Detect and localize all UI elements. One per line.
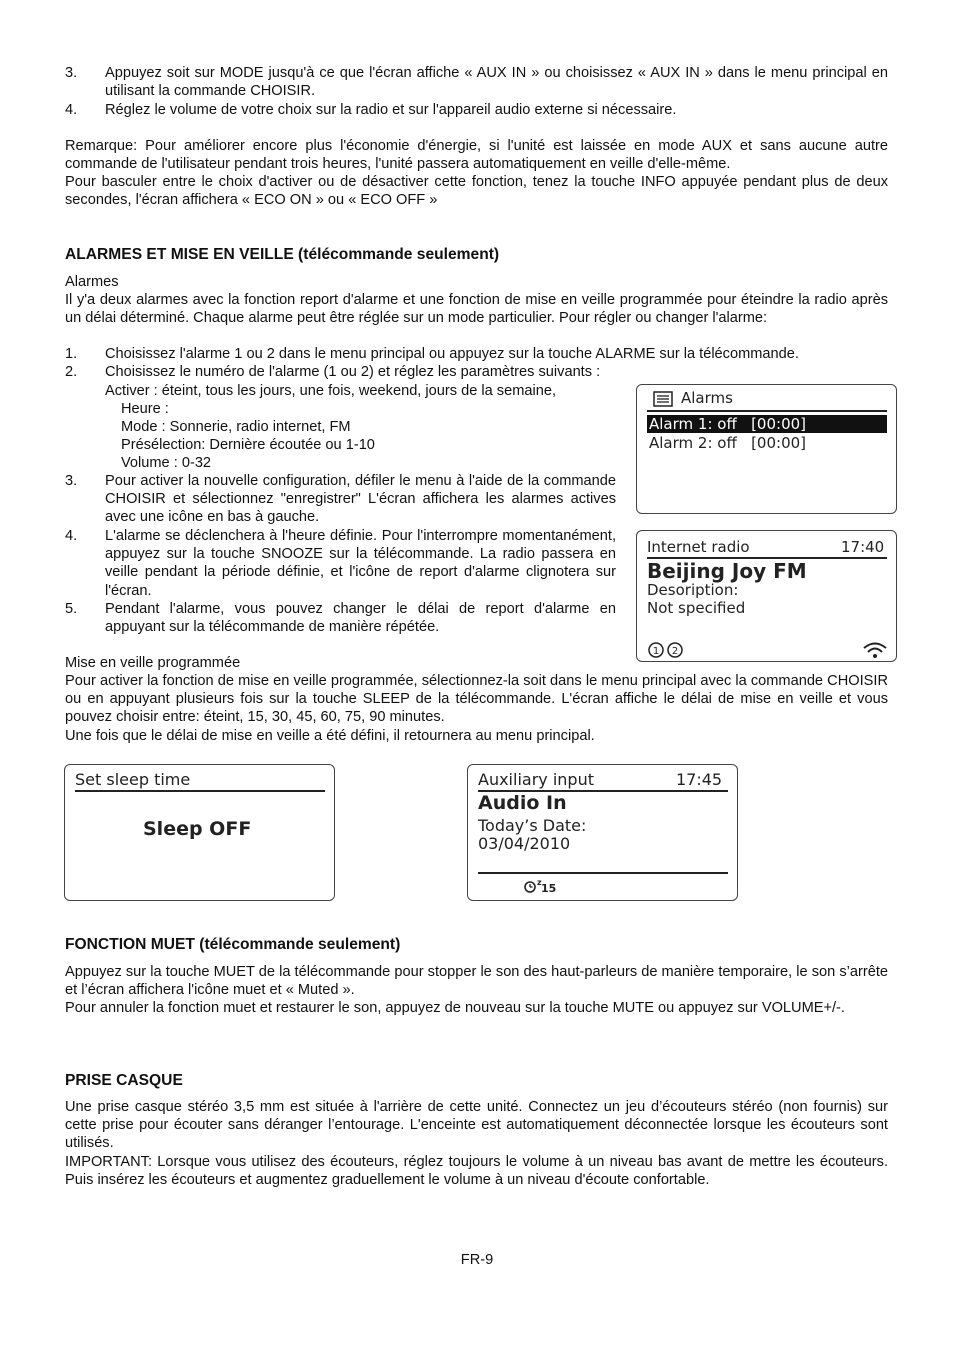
- alarm-step-4: 4. L'alarme se déclenchera à l'heure définie. Pour l'interrompre momentanément, appuyez sur la touche SNOOZE sur la télécommande. La radio passera en veille pendant la période définie, et l'icône de report d'alarme clignotera sur l'écran.: [65, 528, 616, 599]
- alarm-step-5: 5. Pendant l'alarme, vous pouvez changer le délai de report d'alarme en appuyant sur la télécommande de manière répétée.: [65, 601, 616, 636]
- aux-big-label: Audio In: [478, 792, 567, 814]
- aux-bottom-rule: [478, 872, 728, 874]
- alarm-step-1: 1. Choisissez l'alarme 1 ou 2 dans le menu principal ou appuyez sur la touche ALARME sur la télécommande.: [65, 346, 799, 362]
- radio-mode-label: Internet radio: [647, 538, 750, 556]
- param-mode: Mode : Sonnerie, radio internet, FM: [121, 419, 351, 435]
- veille-text: Pour activer la fonction de mise en veille programmée, sélectionnez-la soit dans le menu principal avec la commande CHOISIR ou en appuyant plusieurs fois sur la touche SLEEP de la télécommande. L'écran affiche le délai de mise en veille et vous pouvez choisir entre: éteint, 15, 30, 45, 60, 75, 90 minutes.: [65, 673, 888, 726]
- radio-desc-value: Not specified: [647, 599, 746, 617]
- sleep-timer-value: 15: [541, 882, 557, 895]
- sleep-title-rule: [75, 790, 325, 792]
- param-volume: Volume : 0-32: [121, 455, 212, 471]
- remarque-eco: Pour basculer entre le choix d'activer ou de désactiver cette fonction, tenez la touche INFO appuyée pendant plus de deux secondes, l'écran affichera « ECO ON » ou « ECO OFF »: [65, 174, 888, 209]
- list-icon: [653, 391, 673, 407]
- casque-p2: IMPORTANT: Lorsque vous utilisez des écouteurs, réglez toujours le volume à un niveau bas avant de mettre les écouteurs. Puis insérez les écouteurs et augmentez graduellement le volume à un niveau d'écoute confortable.: [65, 1154, 888, 1189]
- heading-casque: PRISE CASQUE: [65, 1072, 183, 1089]
- aux-date-label: Today’s Date:: [478, 816, 587, 835]
- aux-input-screen: [467, 764, 738, 901]
- alarm-2-row: Alarm 2: off [00:00]: [649, 434, 807, 452]
- sleep-screen: [64, 764, 335, 901]
- param-preselection: Présélection: Dernière écoutée ou 1-10: [121, 437, 375, 453]
- alarm-1-row: Alarm 1: off [00:00]: [647, 415, 887, 433]
- aux-date-value: 03/04/2010: [478, 834, 571, 853]
- sleep-title: Set sleep time: [75, 770, 191, 789]
- alarms-screen: [636, 384, 897, 514]
- aux-clock: 17:45: [676, 770, 723, 789]
- step-3-top: 3. Appuyez soit sur MODE jusqu'à ce que l'écran affiche « AUX IN » ou choisissez « AUX IN » dans le menu principal en utilisant la commande CHOISIR.: [65, 65, 888, 100]
- casque-p1: Une prise casque stéréo 3,5 mm est située à l'arrière de cette unité. Connectez un jeu d’écouteurs stéréo (non fournis) sur cette prise pour écouter sans déranger l’entourage. L'enceinte est automatiquement déconnectée lorsque les écouteurs sont utilisés.: [65, 1099, 888, 1152]
- svg-text:1: 1: [652, 646, 660, 657]
- svg-text:2: 2: [671, 646, 679, 657]
- internet-radio-screen: [636, 530, 897, 662]
- radio-desc-label: Desoription:: [647, 581, 739, 599]
- heading-muet: FONCTION MUET (télécommande seulement): [65, 936, 401, 953]
- alarm-step-2: 2. Choisissez le numéro de l'alarme (1 ou 2) et réglez les paramètres suivants :: [65, 364, 601, 380]
- sleep-value: Sleep OFF: [143, 818, 252, 840]
- alarmes-intro: Il y'a deux alarmes avec la fonction report d'alarme et une fonction de mise en veille programmée pour éteindre la radio après un délai déterminé. Chaque alarme peut être réglée sur un mode particulier. Pour régler ou changer l'alarme:: [65, 292, 888, 327]
- radio-station-name: Beijing Joy FM: [647, 559, 807, 583]
- activer-text: Activer : éteint, tous les jours, une fois, weekend, jours de la semaine,: [105, 383, 557, 399]
- aux-mode-label: Auxiliary input: [478, 770, 594, 789]
- radio-clock: 17:40: [841, 538, 885, 556]
- param-heure: Heure :: [121, 401, 169, 417]
- heading-alarmes: ALARMES ET MISE EN VEILLE (télécommande seulement): [65, 246, 500, 263]
- svg-text:z: z: [537, 878, 542, 887]
- remarque: Remarque: Pour améliorer encore plus l'économie d'énergie, si l'unité est laissée en mode AUX et sans aucune autre commande de l'utilisateur pendant trois heures, l'unité passera automatiquement en veille d'elle-même.: [65, 138, 888, 173]
- alarm-step-3: 3. Pour activer la nouvelle configuration, défiler le menu à l'aide de la commande CHOISIR et sélectionnez "enregistrer" L'écran affichera les alarmes actives avec une icône en bas à gauche.: [65, 473, 616, 526]
- muet-p1: Appuyez sur la touche MUET de la télécommande pour stopper le son des haut-parleurs de manière temporaire, le son s’arrête et l’écran affichera l'icône muet et « Muted ».: [65, 964, 888, 999]
- alarms-title: Alarms: [681, 389, 733, 407]
- page-number: FR-9: [460, 1252, 494, 1268]
- veille-text-2: Une fois que le délai de mise en veille a été défini, il retournera au menu principal.: [65, 728, 595, 744]
- subheading-veille: Mise en veille programmée: [65, 655, 241, 671]
- step-4-top: 4. Réglez le volume de votre choix sur la radio et sur l'appareil audio externe si nécessaire.: [65, 102, 677, 118]
- alarms-title-rule: [647, 410, 887, 412]
- muet-p2: Pour annuler la fonction muet et restaurer le son, appuyez de nouveau sur la touche MUTE ou appuyez sur VOLUME+/-.: [65, 1000, 845, 1016]
- subheading-alarmes: Alarmes: [65, 274, 119, 290]
